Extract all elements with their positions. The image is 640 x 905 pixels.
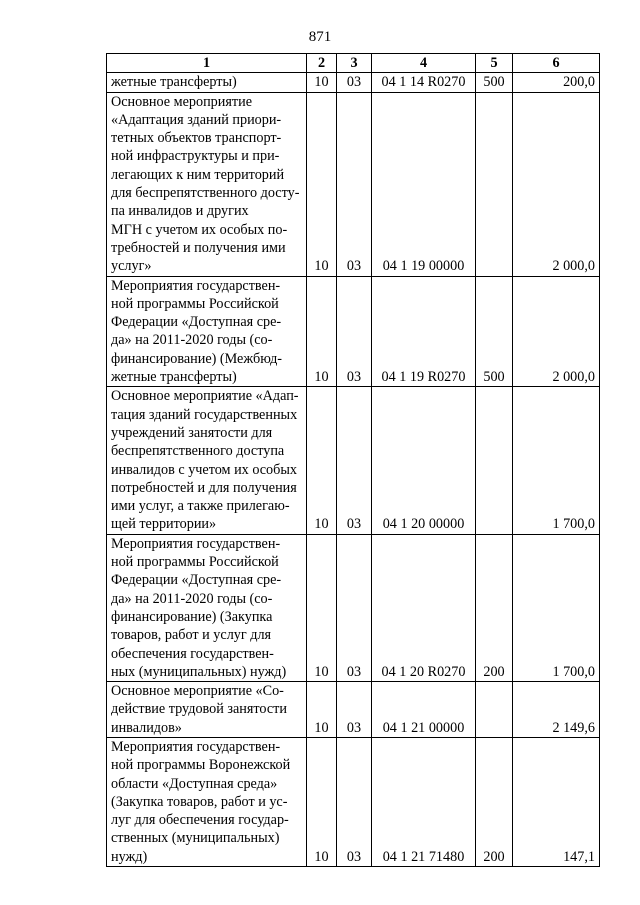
header-col-5: 5 (476, 54, 513, 73)
row-amount: 2 149,6 (513, 682, 600, 738)
row-name: Мероприятия государствен- ной программы Российской Федерации «Доступная сре- да» на 2011-2020 годы (со- финансирование) (Закупка товаров, работ и услуг для обеспечения государствен- ных (муниципальных) нужд) (107, 534, 307, 681)
row-expense-type: 500 (476, 73, 513, 92)
row-subsection: 03 (337, 737, 372, 866)
row-amount: 2 000,0 (513, 276, 600, 387)
row-target-code: 04 1 19 00000 (372, 92, 476, 276)
table-row (107, 276, 600, 387)
row-amount: 2 000,0 (513, 92, 600, 276)
table-row (107, 737, 600, 866)
row-name: Основное мероприятие «Адап- тация зданий государственных учреждений занятости для беспрепятственного доступа инвалидов с учетом их особых потребностей и для получения ими услуг, а также прилегаю- щей территории» (107, 387, 307, 534)
header-col-4: 4 (372, 54, 476, 73)
header-row (107, 54, 600, 73)
row-section: 10 (307, 737, 337, 866)
table-row (107, 387, 600, 534)
table-row (107, 682, 600, 738)
row-expense-type (476, 682, 513, 738)
row-target-code: 04 1 14 R0270 (372, 73, 476, 92)
row-subsection: 03 (337, 387, 372, 534)
row-name: Основное мероприятие «Адаптация зданий приори- тетных объектов транспорт- ной инфраструктуры и при- легающих к ним территорий для беспрепятственного досту- па инвалидов и других МГН с учетом их особых по- требностей и получения ими услуг» (107, 92, 307, 276)
row-target-code: 04 1 21 00000 (372, 682, 476, 738)
row-section: 10 (307, 92, 337, 276)
row-section: 10 (307, 276, 337, 387)
table-row (107, 92, 600, 276)
row-target-code: 04 1 20 R0270 (372, 534, 476, 681)
row-target-code: 04 1 20 00000 (372, 387, 476, 534)
row-expense-type: 200 (476, 737, 513, 866)
row-subsection: 03 (337, 682, 372, 738)
row-expense-type (476, 92, 513, 276)
row-expense-type (476, 387, 513, 534)
row-subsection: 03 (337, 73, 372, 92)
header-col-6: 6 (513, 54, 600, 73)
row-amount: 1 700,0 (513, 387, 600, 534)
row-subsection: 03 (337, 92, 372, 276)
row-section: 10 (307, 534, 337, 681)
row-amount: 1 700,0 (513, 534, 600, 681)
row-name: жетные трансферты) (107, 73, 307, 92)
row-amount: 200,0 (513, 73, 600, 92)
row-expense-type: 500 (476, 276, 513, 387)
row-amount: 147,1 (513, 737, 600, 866)
row-name: Мероприятия государствен- ной программы Российской Федерации «Доступная сре- да» на 2011-2020 годы (со- финансирование) (Межбюд- жетные трансферты) (107, 276, 307, 387)
row-target-code: 04 1 19 R0270 (372, 276, 476, 387)
row-section: 10 (307, 73, 337, 92)
row-section: 10 (307, 387, 337, 534)
header-col-2: 2 (307, 54, 337, 73)
table-row (107, 534, 600, 681)
header-col-1: 1 (107, 54, 307, 73)
row-expense-type: 200 (476, 534, 513, 681)
page-number: 871 (308, 29, 332, 45)
row-name: Мероприятия государствен- ной программы Воронежской области «Доступная среда» (Закупка товаров, работ и ус- луг для обеспечения государ- ственных (муниципальных) нужд) (107, 737, 307, 866)
row-section: 10 (307, 682, 337, 738)
table-row (107, 73, 600, 92)
row-subsection: 03 (337, 534, 372, 681)
row-name: Основное мероприятие «Со- действие трудовой занятости инвалидов» (107, 682, 307, 738)
header-col-3: 3 (337, 54, 372, 73)
row-subsection: 03 (337, 276, 372, 387)
budget-table (106, 53, 600, 867)
row-target-code: 04 1 21 71480 (372, 737, 476, 866)
